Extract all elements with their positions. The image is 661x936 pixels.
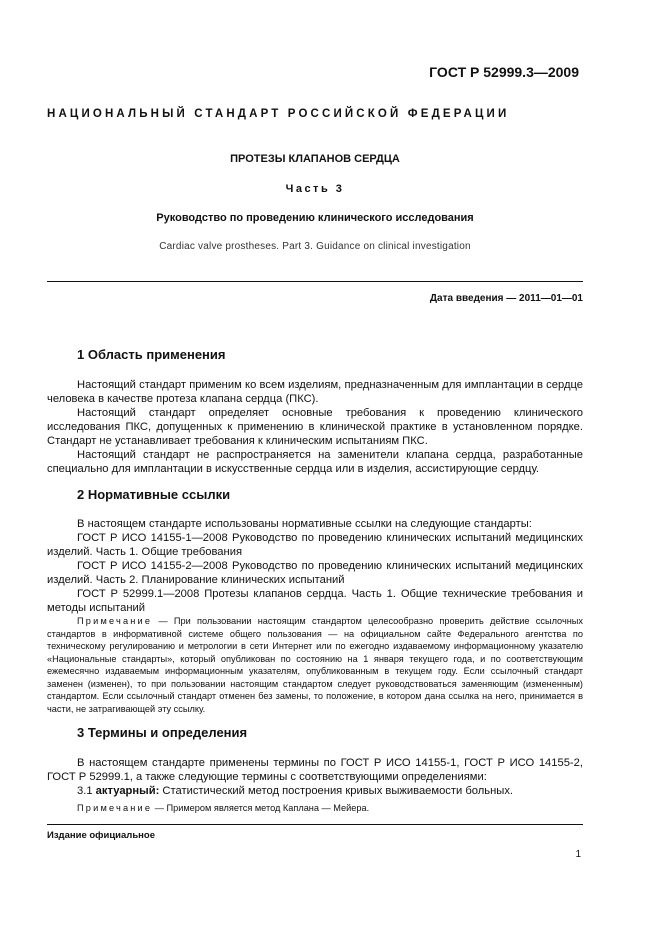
paragraph: В настоящем стандарте использованы нормативные ссылки на следующие стандарты:	[77, 518, 532, 530]
term-number: 3.1	[77, 785, 96, 797]
section-2-note	[47, 615, 583, 715]
document-subtitle: Руководство по проведению клинического исследования	[156, 212, 474, 224]
footer-divider	[47, 824, 583, 825]
paragraph: Настоящий стандарт не распространяется на заменители клапана сердца, разработанные специально для имплантации в искусственные сердца или в изделия, ассистирующие сердцу.	[47, 449, 583, 475]
paragraph: Настоящий стандарт применим ко всем изделиям, предназначенным для имплантации в сердце человека в качестве протеза клапана сердца (ПКС).	[47, 379, 583, 405]
page-number: 1	[575, 849, 581, 860]
header-divider	[47, 281, 583, 282]
section-1-heading: 1 Область применения	[77, 347, 226, 362]
section-1-body	[47, 378, 583, 476]
section-2-body	[47, 517, 583, 615]
note-text: — При пользовании настоящим стандартом целесообразно проверить действие ссылочных стандартов в информативной системе общего пользования — на официальном сайте Федерального агентства по техническому регулированию и метрологии в сети Интернет или по ежегодно издаваемому информационному указателю «Национальные стандарты», который опубликован по состоянию на 1 января текущего года, и по соответствующим ежемесячно издаваемым информационным указателям, опубликованным в текущем году. Если ссылочный стандарт заменен (изменен), то при пользовании настоящим стандартом следует руководствоваться заменяющим (измененным) стандартом. Если ссылочный стандарт отменен без замены, то положение, в котором дана ссылка на него, принимается в части, не затрагивающей эту ссылку.	[47, 616, 583, 714]
note-label: Примечание	[77, 616, 153, 626]
term-definition: Статистический метод построения кривых выживаемости больных.	[159, 785, 514, 797]
term: актуарный:	[95, 785, 160, 797]
section-3-heading: 3 Термины и определения	[77, 725, 248, 740]
paragraph: Настоящий стандарт определяет основные требования к проведению клинического исследования ПКС, допущенных к применению в клинической практике в установленном порядке. Стандарт не устанавливает требования к клиническим испытаниям ПКС.	[47, 407, 583, 447]
paragraph: ГОСТ Р 52999.1—2008 Протезы клапанов сердца. Часть 1. Общие технические требования и методы испытаний	[47, 588, 583, 614]
note-text: — Примером является метод Каплана — Мейера.	[152, 803, 370, 813]
paragraph: ГОСТ Р ИСО 14155-2—2008 Руководство по проведению клинических испытаний медицинских изделий. Часть 2. Планирование клинических испытаний	[47, 560, 583, 586]
document-title: ПРОТЕЗЫ КЛАПАНОВ СЕРДЦА	[230, 153, 400, 165]
note-label: Примечание	[77, 803, 153, 813]
introduction-date: Дата введения — 2011—01—01	[429, 293, 583, 304]
english-title: Cardiac valve prostheses. Part 3. Guidance on clinical investigation	[159, 241, 471, 252]
section-3-body	[47, 756, 583, 798]
paragraph: ГОСТ Р ИСО 14155-1—2008 Руководство по проведению клинических испытаний медицинских изделий. Часть 1. Общие требования	[47, 532, 583, 558]
document-part: Часть 3	[285, 183, 345, 195]
section-3-note	[47, 802, 583, 815]
term-entry	[47, 784, 583, 798]
section-2-heading: 2 Нормативные ссылки	[77, 487, 231, 502]
official-edition-label: Издание официальное	[47, 830, 155, 841]
national-standard-banner: НАЦИОНАЛЬНЫЙ СТАНДАРТ РОССИЙСКОЙ ФЕДЕРАЦИИ	[47, 108, 510, 120]
standard-code: ГОСТ Р 52999.3—2009	[429, 64, 579, 80]
paragraph: В настоящем стандарте применены термины по ГОСТ Р ИСО 14155-1, ГОСТ Р ИСО 14155-2, ГОСТ Р 52999.1, а также следующие термины с соответствующими определениями:	[47, 757, 583, 783]
